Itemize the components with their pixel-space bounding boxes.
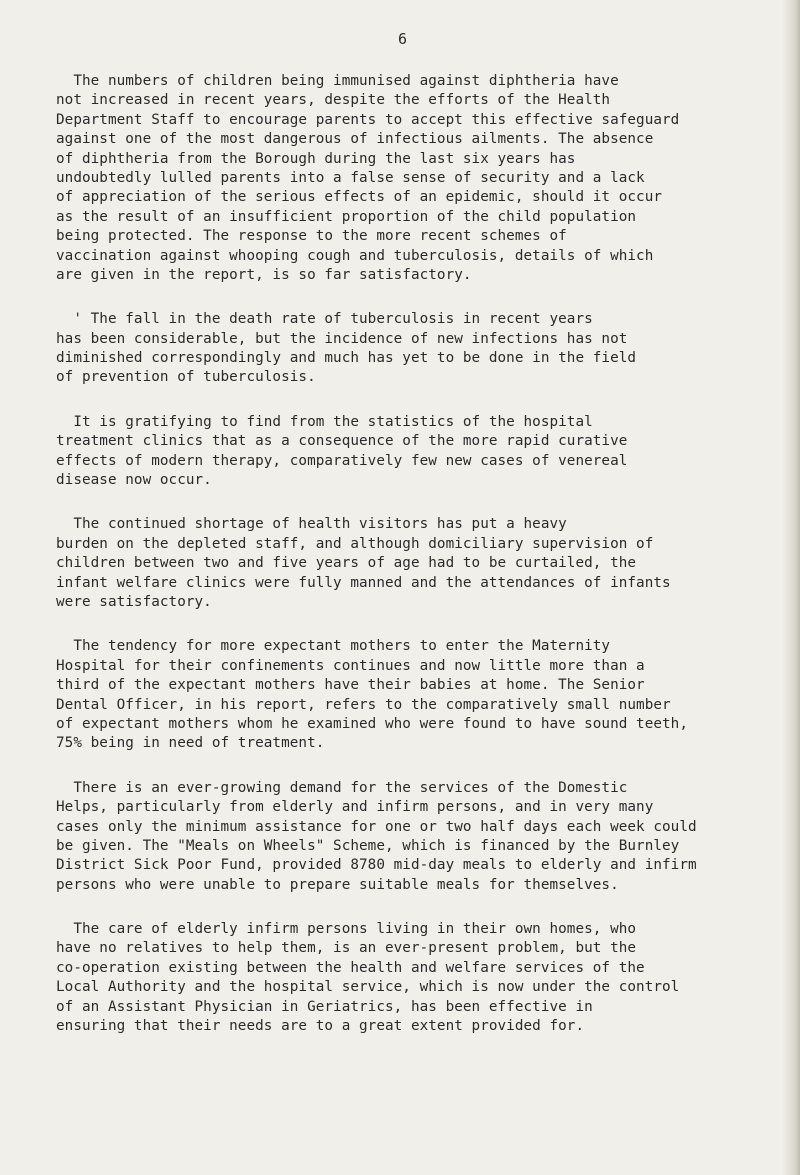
text-line: Hospital for their confinements continues and now little more than a <box>56 657 645 674</box>
text-line: Department Staff to encourage parents to accept this effective safeguard <box>56 111 680 128</box>
text-line: have no relatives to help them, is an ever-present problem, but the <box>56 940 637 957</box>
text-line: against one of the most dangerous of infectious ailments. The absence <box>56 131 654 148</box>
text-line: of expectant mothers whom he examined who were found to have sound teeth, <box>56 715 688 732</box>
text-line: of prevention of tuberculosis. <box>56 369 316 386</box>
text-line: being protected. The response to the more recent schemes of <box>56 228 567 245</box>
text-line: Local Authority and the hospital service, which is now under the control <box>56 979 680 996</box>
page-edge-shadow <box>782 0 800 1175</box>
text-line: children between two and five years of age had to be curtailed, the <box>56 555 637 572</box>
text-line: effects of modern therapy, comparatively few new cases of venereal <box>56 452 628 469</box>
text-line: ' The fall in the death rate of tuberculosis in recent years <box>56 311 593 328</box>
text-line: persons who were unable to prepare suitable meals for themselves. <box>56 876 619 893</box>
text-line: undoubtedly lulled parents into a false sense of security and a lack <box>56 169 645 186</box>
text-line: burden on the depleted staff, and although domiciliary supervision of <box>56 535 654 552</box>
paragraph-elderly-care <box>56 920 796 1036</box>
text-line: The care of elderly infirm persons living in their own homes, who <box>56 921 637 938</box>
text-line: vaccination against whooping cough and tuberculosis, details of which <box>56 247 654 264</box>
paragraph-maternity <box>56 637 796 753</box>
text-line: The continued shortage of health visitors has put a heavy <box>56 516 567 533</box>
text-line: There is an ever-growing demand for the services of the Domestic <box>56 779 628 796</box>
text-line: third of the expectant mothers have their babies at home. The Senior <box>56 677 645 694</box>
text-line: ensuring that their needs are to a great extent provided for. <box>56 1018 585 1035</box>
paragraph-health-visitors <box>56 515 796 612</box>
text-line: were satisfactory. <box>56 593 212 610</box>
text-line: Helps, particularly from elderly and infirm persons, and in very many <box>56 799 654 816</box>
text-line: The numbers of children being immunised against diphtheria have <box>56 73 619 89</box>
text-line: infant welfare clinics were fully manned and the attendances of infants <box>56 574 671 591</box>
text-line: co-operation existing between the health and welfare services of the <box>56 959 645 976</box>
text-line: are given in the report, is so far satisfactory. <box>56 266 472 283</box>
text-line: be given. The "Meals on Wheels" Scheme, which is financed by the Burnley <box>56 837 680 854</box>
text-line: Dental Officer, in his report, refers to the comparatively small number <box>56 696 671 713</box>
text-line: 75% being in need of treatment. <box>56 735 325 752</box>
paragraph-tuberculosis <box>56 310 796 388</box>
text-line: The tendency for more expectant mothers to enter the Maternity <box>56 638 611 655</box>
text-line: of an Assistant Physician in Geriatrics, has been effective in <box>56 998 593 1015</box>
body-text <box>56 72 796 1061</box>
text-line: as the result of an insufficient proportion of the child population <box>56 208 637 225</box>
text-line: of diphtheria from the Borough during the last six years has <box>56 150 576 167</box>
paragraph-venereal-disease <box>56 413 796 491</box>
text-line: of appreciation of the serious effects of an epidemic, should it occur <box>56 189 663 206</box>
text-line: District Sick Poor Fund, provided 8780 mid-day meals to elderly and infirm <box>56 857 697 874</box>
text-line: has been considerable, but the incidence of new infections has not <box>56 330 628 347</box>
text-line: disease now occur. <box>56 472 212 489</box>
paragraph-diphtheria <box>56 72 796 285</box>
text-line: It is gratifying to find from the statistics of the hospital <box>56 413 593 430</box>
text-line: cases only the minimum assistance for one or two half days each week could <box>56 818 697 835</box>
text-line: treatment clinics that as a consequence of the more rapid curative <box>56 433 628 450</box>
page-number: 6 <box>398 30 408 48</box>
paragraph-domestic-helps <box>56 779 796 895</box>
text-line: diminished correspondingly and much has yet to be done in the field <box>56 350 637 367</box>
text-line: not increased in recent years, despite the efforts of the Health <box>56 92 611 109</box>
